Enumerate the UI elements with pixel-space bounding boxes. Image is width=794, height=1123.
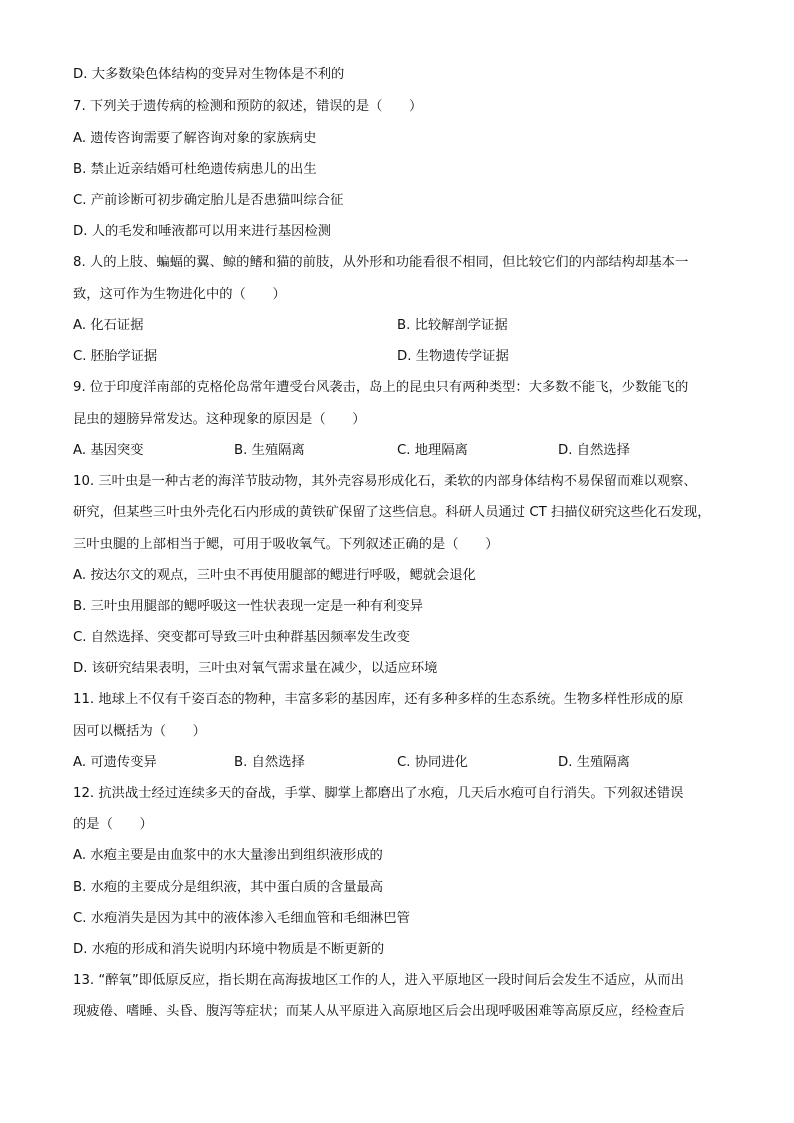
q10-option-a: A. 按达尔文的观点，三叶虫不再使用腿部的鳃进行呼吸，鳃就会退化 <box>73 568 476 583</box>
q8-option-b: B. 比较解剖学证据 <box>397 318 508 333</box>
q10-stem-line1: 10. 三叶虫是一种古老的海洋节肢动物，其外壳容易形成化石，柔软的内部身体结构不易保留而难以观察、 <box>73 474 697 489</box>
q12-stem-line1: 12. 抗洪战士经过连续多天的奋战，手掌、脚掌上都磨出了水疱，几天后水疱可自行消失。下列叙述错误 <box>73 786 684 801</box>
q10-stem-line3: 三叶虫腿的上部相当于鳃，可用于吸收氧气。下列叙述正确的是（ ） <box>73 537 499 552</box>
q11-option-b: B. 自然选择 <box>234 755 305 770</box>
q9-option-a: A. 基因突变 <box>73 443 144 458</box>
q12-option-c: C. 水疱消失是因为其中的液体渗入毛细血管和毛细淋巴管 <box>73 911 410 926</box>
q8-option-d: D. 生物遗传学证据 <box>397 349 509 364</box>
q12-stem-line2: 的是（ ） <box>73 817 153 832</box>
q7-option-a: A. 遗传咨询需要了解咨询对象的家族病史 <box>73 131 317 146</box>
q11-stem-line2: 因可以概括为（ ） <box>73 724 206 739</box>
q7-option-b: B. 禁止近亲结婚可杜绝遗传病患儿的出生 <box>73 162 317 177</box>
q12-option-d: D. 水疱的形成和消失说明内环境中物质是不断更新的 <box>73 942 385 957</box>
q9-stem-line2: 昆虫的翅膀异常发达。这种现象的原因是（ ） <box>73 412 366 427</box>
q12-option-b: B. 水疱的主要成分是组织液，其中蛋白质的含量最高 <box>73 880 384 895</box>
q8-stem-line2: 致，这可作为生物进化中的（ ） <box>73 287 286 302</box>
q8-option-a: A. 化石证据 <box>73 318 144 333</box>
q9-option-d: D. 自然选择 <box>558 443 630 458</box>
q8-stem-line1: 8. 人的上肢、蝙蝠的翼、鲸的鳍和猫的前肢，从外形和功能看很不相同，但比较它们的内部结构却基本一 <box>73 255 689 270</box>
q10-option-c: C. 自然选择、突变都可导致三叶虫种群基因频率发生改变 <box>73 630 410 645</box>
q12-option-a: A. 水疱主要是由血浆中的水大量渗出到组织液形成的 <box>73 848 383 863</box>
q9-option-c: C. 地理隔离 <box>397 443 468 458</box>
q9-stem-line1: 9. 位于印度洋南部的克格伦岛常年遭受台风袭击，岛上的昆虫只有两种类型：大多数不能飞，少数能飞的 <box>73 380 689 395</box>
q11-option-c: C. 协同进化 <box>397 755 468 770</box>
q10-option-d: D. 该研究结果表明，三叶虫对氧气需求量在减少，以适应环境 <box>73 661 438 676</box>
q10-stem-line2: 研究，但某些三叶虫外壳化石内形成的黄铁矿保留了这些信息。科研人员通过 CT 扫描仪研究这些化石发现， <box>73 505 711 520</box>
q11-option-a: A. 可遗传变异 <box>73 755 157 770</box>
q13-stem-line2: 现疲倦、嗜睡、头昏、腹泻等症状；而某人从平原进入高原地区后会出现呼吸困难等高原反应，经检查后 <box>73 1004 685 1019</box>
q11-option-d: D. 生殖隔离 <box>558 755 630 770</box>
q10-option-b: B. 三叶虫用腿部的鳃呼吸这一性状表现一定是一种有利变异 <box>73 599 423 614</box>
q7-option-c: C. 产前诊断可初步确定胎儿是否患猫叫综合征 <box>73 193 344 208</box>
q13-stem-line1: 13. “醉氧”即低原反应，指长期在高海拔地区工作的人，进入平原地区一段时间后会发生不适应，从而出 <box>73 973 684 988</box>
q8-option-c: C. 胚胎学证据 <box>73 349 158 364</box>
q6-option-d: D. 大多数染色体结构的变异对生物体是不利的 <box>73 67 345 82</box>
q7-option-d: D. 人的毛发和唾液都可以用来进行基因检测 <box>73 224 332 239</box>
q11-stem-line1: 11. 地球上不仅有千姿百态的物种，丰富多彩的基因库，还有多种多样的生态系统。生物多样性形成的原 <box>73 692 684 707</box>
q7-stem: 7. 下列关于遗传病的检测和预防的叙述，错误的是（ ） <box>73 99 423 114</box>
q9-option-b: B. 生殖隔离 <box>234 443 305 458</box>
